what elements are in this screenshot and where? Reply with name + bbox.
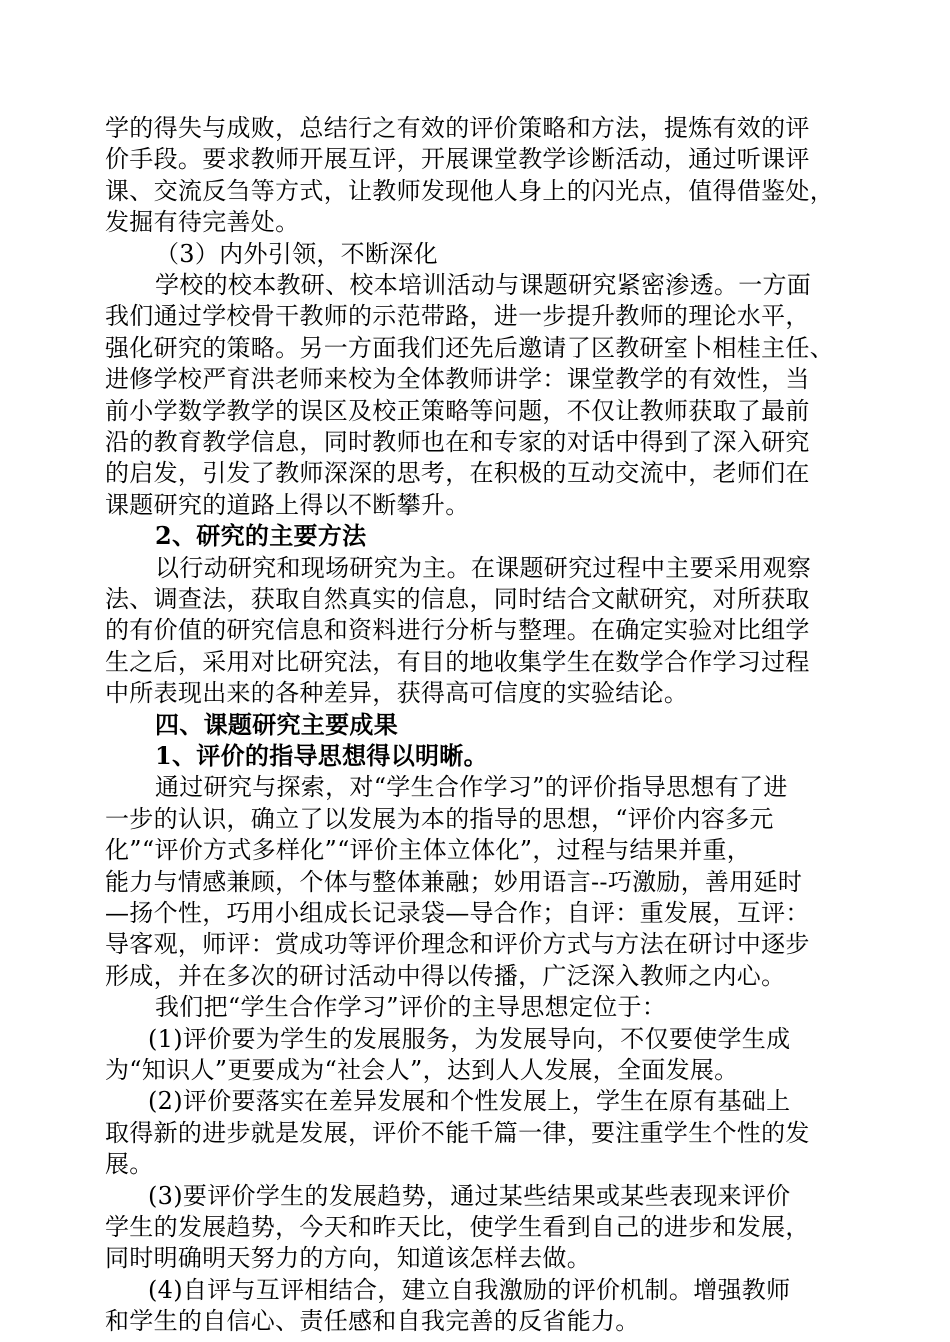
paragraph-line: 为“知识人”更要成为“社会人”，达到人人发展，全面发展。 [105, 1056, 739, 1084]
paragraph-line: 的启发，引发了教师深深的思考，在积极的互动交流中，老师们在 [105, 459, 810, 488]
paragraph-line: 中所表现出来的各种差异，获得高可信度的实验结论。 [105, 679, 689, 708]
paragraph-line: 一步的认识，确立了以发展为本的指导的思想，“评价内容多元 [105, 804, 774, 833]
list-item-3: (3)要评价学生的发展趋势，通过某些结果或某些表现来评价 [148, 1181, 791, 1210]
paragraph-line: 化”“评价方式多样化”“评价主体立体化”，过程与结果并重， [105, 836, 752, 865]
paragraph-line: 生之后，采用对比研究法，有目的地收集学生在数学合作学习过程 [105, 647, 810, 676]
paragraph-line: 前小学数学教学的误区及校正策略等问题，不仅让教师获取了最前 [105, 396, 810, 425]
paragraph-line: 同时明确明天努力的方向，知道该怎样去做。 [105, 1244, 591, 1273]
paragraph-line: 我们把“学生合作学习”评价的主导思想定位于： [155, 993, 667, 1022]
paragraph-line: 法、调查法，获取自然真实的信息，同时结合文献研究，对所获取 [105, 585, 810, 613]
paragraph-line: 能力与情感兼顾，个体与整体兼融；妙用语言--巧激励，善用延时 [105, 867, 803, 896]
paragraph-line: 进修学校严育洪老师来校为全体教师讲学：课堂教学的有效性，当 [105, 365, 810, 394]
paragraph-line: —扬个性，巧用小组成长记录袋—导合作；自评：重发展，互评： [105, 899, 810, 927]
section-heading: 1、评价的指导思想得以明晰。 [155, 741, 488, 770]
paragraph-line: 展。 [105, 1150, 154, 1179]
list-item-4: (4)自评与互评相结合，建立自我激励的评价机制。增强教师 [148, 1275, 791, 1304]
section-heading: 2、研究的主要方法 [155, 521, 367, 551]
list-item-1: (1)评价要为学生的发展服务，为发展导向，不仅要使学生成 [148, 1024, 791, 1053]
paragraph-line: 以行动研究和现场研究为主。在课题研究过程中主要采用观察 [155, 553, 812, 582]
list-item-2: (2)评价要落实在差异发展和个性发展上，学生在原有基础上 [148, 1087, 791, 1116]
paragraph-line: 学校的校本教研、校本培训活动与课题研究紧密渗透。一方面 [155, 271, 812, 299]
paragraph-line: 的有价值的研究信息和资料进行分析与整理。在确定实验对比组学 [105, 616, 810, 645]
paragraph-line: 沿的教育教学信息，同时教师也在和专家的对话中得到了深入研究 [105, 428, 810, 456]
paragraph-line: 价手段。要求教师开展互评，开展课堂教学诊断活动，通过听课评 [105, 145, 810, 174]
paragraph-line: 发掘有待完善处。 [105, 208, 300, 237]
paragraph-line: 导客观，师评：赏成功等评价理念和评价方式与方法在研讨中逐步 [105, 930, 810, 959]
paragraph-line: 通过研究与探索，对“学生合作学习”的评价指导思想有了进 [155, 773, 788, 802]
paragraph-line: 学的得失与成败，总结行之有效的评价策略和方法，提炼有效的评 [105, 114, 810, 142]
paragraph-line: 我们通过学校骨干教师的示范带路，进一步提升教师的理论水平， [105, 302, 810, 331]
chapter-heading: 四、课题研究主要成果 [155, 709, 398, 739]
paragraph-line: 学生的发展趋势，今天和昨天比，使学生看到自己的进步和发展， [105, 1213, 810, 1241]
paragraph-line: 强化研究的策略。另一方面我们还先后邀请了区教研室卜相桂主任、 [105, 333, 834, 362]
subsection-heading: （3）内外引领，不断深化 [155, 239, 438, 268]
paragraph-line: 形成，并在多次的研讨活动中得以传播，广泛深入教师之内心。 [105, 961, 786, 990]
paragraph-line: 取得新的进步就是发展，评价不能千篇一律，要注重学生个性的发 [105, 1118, 810, 1147]
paragraph-line: 课、交流反刍等方式，让教师发现他人身上的闪光点，值得借鉴处， [105, 176, 834, 205]
paragraph-line: 和学生的自信心、责任感和自我完善的反省能力。 [105, 1307, 640, 1336]
paragraph-line: 课题研究的道路上得以不断攀升。 [105, 490, 470, 519]
